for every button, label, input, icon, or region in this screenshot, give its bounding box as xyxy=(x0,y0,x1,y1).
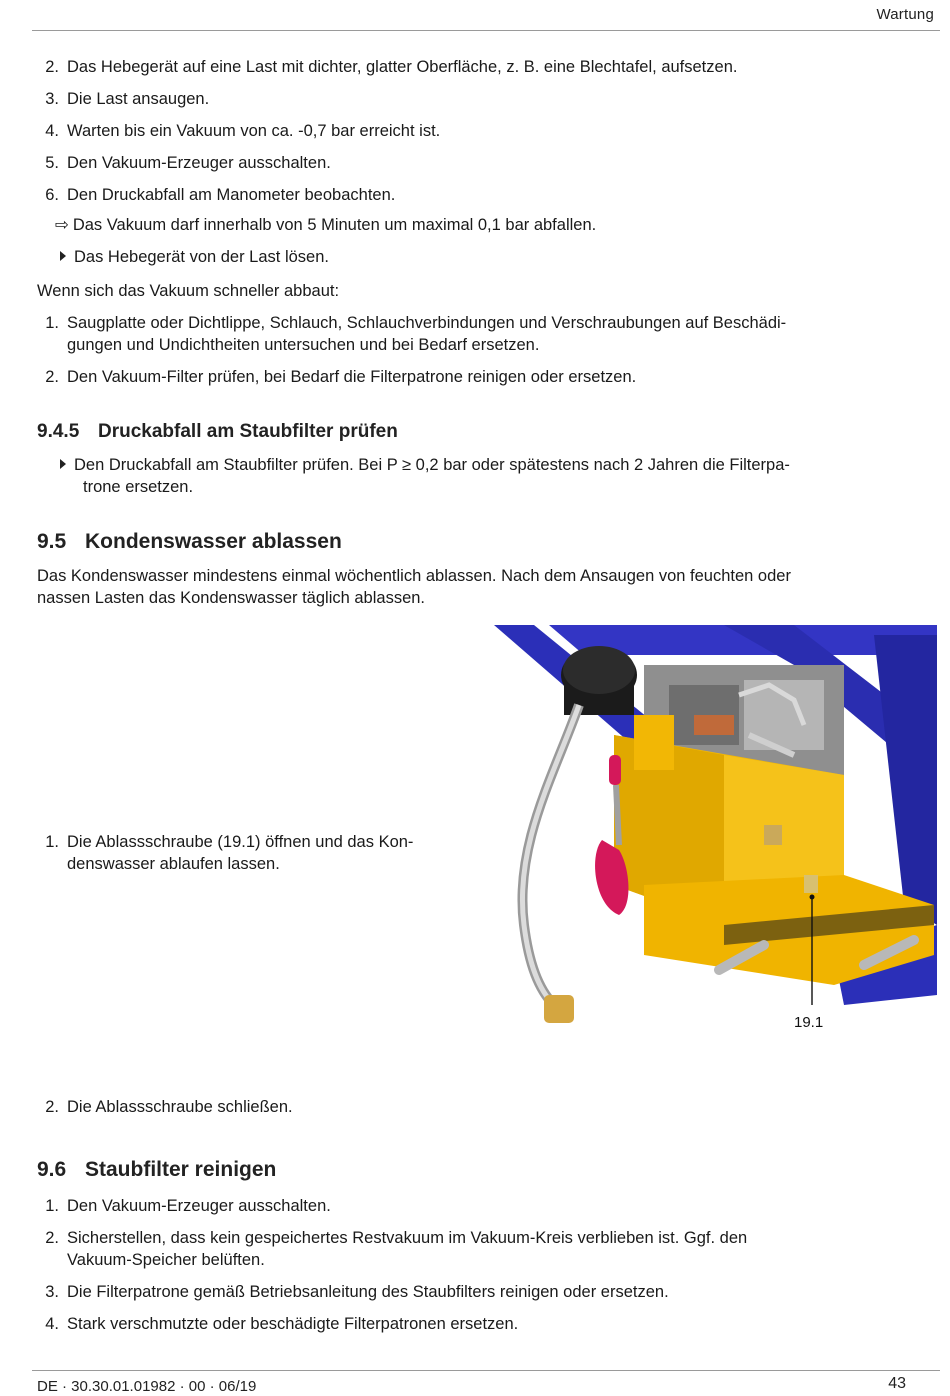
header-section-title: Wartung xyxy=(876,6,934,23)
drain-screw xyxy=(804,875,818,893)
action-line: Das Hebegerät von der Last lösen. xyxy=(60,246,329,268)
action-line-continuation: trone ersetzen. xyxy=(83,478,194,496)
result-arrow-icon: ⇨ xyxy=(55,216,69,234)
section-intro: Das Kondenswasser mindestens einmal wöchentlich ablassen. Nach dem Ansaugen von feuchten oder nassen Lasten das Kondenswasser täglich ablassen. xyxy=(37,567,791,607)
figure-condensate-drain xyxy=(494,625,937,1035)
list-item: 1. Die Ablassschraube (19.1) öffnen und das Kon- denswasser ablaufen lassen. xyxy=(45,833,414,873)
header-rule xyxy=(32,30,940,31)
callout-label: 19.1 xyxy=(794,1014,824,1031)
machine-illustration xyxy=(494,625,937,1035)
intro-paragraph: Wenn sich das Vakuum schneller abbaut: xyxy=(37,282,340,300)
action-line: Den Druckabfall am Staubfilter prüfen. Bei P ≥ 0,2 bar oder spätestens nach 2 Jahren die Filterpa- xyxy=(60,454,790,476)
result-line: ⇨ Das Vakuum darf innerhalb von 5 Minuten um maximal 0,1 bar abfallen. xyxy=(55,216,597,234)
action-triangle-icon xyxy=(60,251,66,261)
page-number: 43 xyxy=(888,1375,906,1392)
hose-coupling xyxy=(544,995,574,1023)
footer-doc-code: DE · 30.30.01.01982 · 00 · 06/19 xyxy=(37,1378,257,1395)
footer-rule xyxy=(32,1370,940,1371)
section-heading: 9.5 Kondenswasser ablassen xyxy=(37,530,342,553)
action-triangle-icon xyxy=(60,459,66,469)
section-heading: 9.4.5 Druckabfall am Staubfilter prüfen xyxy=(37,421,398,442)
section-heading: 9.6 Staubfilter reinigen xyxy=(37,1158,277,1181)
